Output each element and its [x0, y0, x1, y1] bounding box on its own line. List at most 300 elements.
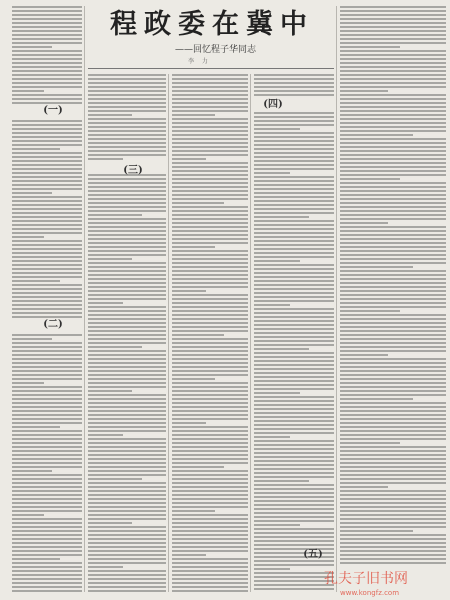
text-line	[88, 426, 166, 428]
text-line	[254, 404, 334, 406]
text-line	[88, 114, 132, 116]
text-line	[254, 540, 334, 542]
text-line	[88, 182, 166, 184]
text-line	[12, 200, 82, 202]
text-line	[172, 154, 248, 156]
text-line	[254, 264, 334, 266]
text-line	[340, 58, 446, 60]
text-line	[172, 518, 248, 520]
text-line	[340, 314, 446, 316]
text-line	[12, 582, 82, 584]
text-line	[340, 46, 400, 48]
section-heading: (五)	[303, 549, 323, 560]
text-line	[172, 214, 248, 216]
text-line	[340, 318, 446, 320]
text-line	[88, 370, 166, 372]
text-line	[12, 284, 82, 286]
text-line	[254, 232, 334, 234]
text-line	[12, 18, 82, 20]
text-line	[12, 240, 82, 242]
text-line	[340, 426, 446, 428]
text-line	[12, 350, 82, 352]
text-line	[172, 134, 248, 136]
text-line	[254, 260, 300, 262]
text-line	[254, 496, 334, 498]
text-line	[340, 254, 446, 256]
text-line	[12, 272, 82, 274]
text-line	[12, 308, 82, 310]
text-line	[172, 490, 248, 492]
text-line	[254, 476, 334, 478]
text-line	[88, 222, 166, 224]
text-line	[254, 528, 334, 530]
text-line	[340, 346, 446, 348]
text-line	[254, 584, 334, 586]
text-line	[12, 90, 44, 92]
text-line	[12, 180, 82, 182]
text-line	[88, 138, 166, 140]
text-line	[88, 178, 166, 180]
text-line	[12, 256, 82, 258]
text-line	[254, 196, 334, 198]
text-line	[340, 266, 413, 268]
text-line	[172, 578, 248, 580]
text-line	[172, 102, 248, 104]
text-line	[340, 462, 446, 464]
text-line	[88, 542, 166, 544]
text-line	[172, 286, 248, 288]
text-line	[340, 434, 446, 436]
text-line	[88, 294, 166, 296]
text-line	[88, 454, 166, 456]
text-line	[340, 546, 446, 548]
text-line	[254, 400, 334, 402]
text-line	[88, 78, 166, 80]
text-line	[12, 296, 82, 298]
text-line	[172, 398, 248, 400]
text-line	[254, 388, 334, 390]
text-line	[12, 442, 82, 444]
text-line	[254, 472, 334, 474]
text-column-2	[88, 74, 166, 594]
text-line	[88, 74, 166, 76]
text-line	[12, 506, 82, 508]
text-line	[254, 224, 334, 226]
text-line	[12, 98, 82, 100]
text-line	[88, 514, 166, 516]
text-line	[254, 296, 334, 298]
text-line	[254, 268, 334, 270]
text-line	[340, 298, 446, 300]
text-line	[254, 328, 334, 330]
text-line	[340, 494, 446, 496]
text-line	[88, 302, 123, 304]
text-line	[340, 542, 446, 544]
text-line	[12, 232, 82, 234]
text-line	[172, 186, 248, 188]
text-line	[12, 224, 82, 226]
text-line	[12, 22, 82, 24]
text-line	[172, 162, 248, 164]
text-line	[172, 218, 248, 220]
text-line	[172, 338, 248, 340]
text-line	[88, 110, 166, 112]
text-line	[172, 242, 248, 244]
text-line	[172, 294, 248, 296]
text-line	[254, 368, 334, 370]
text-line	[88, 466, 166, 468]
text-line	[88, 106, 166, 108]
text-line	[254, 452, 334, 454]
left-margin-strip	[2, 2, 10, 592]
text-line	[254, 468, 334, 470]
text-line	[88, 486, 166, 488]
text-line	[340, 134, 413, 136]
text-line	[254, 488, 334, 490]
text-line	[88, 146, 166, 148]
text-line	[254, 380, 334, 382]
text-line	[12, 562, 82, 564]
text-line	[172, 106, 248, 108]
text-line	[88, 310, 166, 312]
text-line	[172, 382, 248, 384]
text-column-5	[340, 6, 446, 566]
section-heading: (三)	[123, 165, 143, 176]
text-line	[172, 258, 248, 260]
text-line	[172, 586, 248, 588]
text-line	[12, 574, 82, 576]
text-line	[172, 394, 248, 396]
text-line	[340, 194, 446, 196]
text-line	[172, 222, 248, 224]
text-line	[172, 514, 248, 516]
text-line	[172, 354, 248, 356]
text-line	[340, 238, 446, 240]
text-line	[340, 322, 446, 324]
text-line	[12, 208, 82, 210]
text-line	[88, 590, 166, 592]
column-divider	[250, 74, 251, 592]
text-line	[340, 14, 446, 16]
text-line	[172, 166, 248, 168]
text-line	[340, 34, 446, 36]
text-line	[254, 152, 334, 154]
text-line	[88, 458, 166, 460]
text-line	[340, 286, 446, 288]
text-line	[88, 226, 166, 228]
text-line	[254, 484, 334, 486]
text-line	[340, 94, 446, 96]
text-line	[254, 464, 334, 466]
text-line	[88, 546, 166, 548]
text-line	[12, 280, 60, 282]
text-line	[12, 260, 82, 262]
text-line	[12, 474, 82, 476]
text-line	[254, 324, 334, 326]
text-line	[88, 118, 166, 120]
text-line	[88, 202, 166, 204]
text-line	[12, 172, 82, 174]
text-line	[88, 534, 166, 536]
text-line	[340, 110, 446, 112]
text-line	[340, 554, 446, 556]
text-line	[340, 274, 446, 276]
text-line	[88, 330, 166, 332]
text-line	[88, 266, 166, 268]
text-line	[88, 122, 166, 124]
text-line	[12, 86, 82, 88]
text-line	[172, 334, 224, 336]
text-line	[254, 536, 334, 538]
text-line	[12, 346, 82, 348]
text-line	[340, 338, 446, 340]
text-line	[88, 526, 166, 528]
text-line	[254, 524, 300, 526]
text-line	[88, 234, 166, 236]
text-line	[172, 474, 248, 476]
text-line	[340, 190, 446, 192]
text-line	[12, 236, 44, 238]
text-line	[88, 130, 166, 132]
text-line	[88, 398, 166, 400]
text-line	[12, 450, 82, 452]
text-line	[12, 204, 82, 206]
text-line	[172, 470, 248, 472]
text-line	[12, 542, 82, 544]
text-line	[12, 94, 82, 96]
text-line	[172, 210, 248, 212]
text-line	[172, 130, 248, 132]
text-line	[172, 554, 206, 556]
text-line	[254, 416, 334, 418]
text-line	[340, 278, 446, 280]
text-line	[88, 150, 166, 152]
text-line	[254, 420, 334, 422]
text-line	[12, 438, 82, 440]
text-line	[340, 538, 446, 540]
text-line	[172, 330, 248, 332]
text-line	[12, 124, 82, 126]
text-line	[172, 94, 248, 96]
text-line	[340, 486, 388, 488]
text-line	[12, 530, 82, 532]
text-line	[12, 550, 82, 552]
text-line	[172, 498, 248, 500]
text-line	[88, 402, 166, 404]
text-line	[340, 154, 446, 156]
text-line	[340, 474, 446, 476]
text-line	[88, 278, 166, 280]
article-byline: 李 力	[188, 58, 211, 65]
text-line	[254, 576, 334, 578]
text-line	[12, 34, 82, 36]
text-line	[340, 422, 446, 424]
text-line	[172, 274, 248, 276]
text-line	[340, 506, 446, 508]
text-line	[340, 250, 446, 252]
text-line	[254, 436, 290, 438]
text-line	[88, 374, 166, 376]
text-line	[254, 248, 334, 250]
text-line	[172, 378, 215, 380]
text-line	[88, 578, 166, 580]
text-line	[254, 492, 334, 494]
column-divider	[168, 74, 169, 592]
text-line	[254, 136, 334, 138]
text-line	[254, 156, 334, 158]
text-line	[340, 350, 446, 352]
text-line	[88, 214, 142, 216]
text-line	[254, 444, 334, 446]
text-line	[12, 176, 82, 178]
text-line	[340, 530, 413, 532]
text-line	[12, 338, 52, 340]
article-title: 程政委在冀中	[110, 9, 314, 40]
text-line	[88, 346, 142, 348]
text-line	[172, 442, 248, 444]
text-line	[254, 236, 334, 238]
text-line	[12, 426, 60, 428]
text-line	[12, 466, 82, 468]
text-line	[340, 294, 446, 296]
text-line	[172, 450, 248, 452]
text-line	[254, 116, 334, 118]
text-line	[340, 38, 446, 40]
text-line	[88, 450, 166, 452]
text-line	[172, 142, 248, 144]
text-line	[88, 522, 132, 524]
text-line	[172, 254, 248, 256]
text-line	[254, 128, 300, 130]
text-line	[12, 590, 82, 592]
text-line	[340, 438, 446, 440]
text-line	[12, 82, 82, 84]
text-line	[88, 530, 166, 532]
text-line	[340, 70, 446, 72]
text-line	[254, 456, 334, 458]
text-line	[88, 210, 166, 212]
text-line	[340, 382, 446, 384]
text-line	[88, 326, 166, 328]
text-line	[254, 168, 334, 170]
text-line	[340, 502, 446, 504]
text-line	[12, 132, 82, 134]
text-line	[172, 446, 248, 448]
text-line	[172, 342, 248, 344]
text-line	[340, 514, 446, 516]
text-line	[254, 448, 334, 450]
text-line	[12, 386, 82, 388]
text-line	[12, 288, 82, 290]
text-line	[88, 394, 166, 396]
text-line	[172, 146, 248, 148]
text-line	[172, 550, 248, 552]
text-line	[88, 190, 166, 192]
text-line	[88, 238, 166, 240]
text-line	[254, 112, 334, 114]
text-line	[340, 138, 446, 140]
text-line	[88, 258, 132, 260]
text-line	[254, 316, 334, 318]
text-line	[340, 414, 446, 416]
text-line	[254, 336, 334, 338]
text-line	[340, 206, 446, 208]
text-line	[12, 14, 82, 16]
text-line	[254, 356, 334, 358]
text-line	[12, 470, 52, 472]
text-line	[172, 310, 248, 312]
text-line	[254, 256, 334, 258]
text-line	[12, 156, 82, 158]
text-line	[254, 184, 334, 186]
text-line	[340, 90, 388, 92]
text-line	[254, 568, 290, 570]
text-line	[88, 286, 166, 288]
text-line	[340, 402, 446, 404]
text-line	[254, 216, 309, 218]
text-line	[340, 450, 446, 452]
text-line	[254, 90, 334, 92]
text-line	[88, 318, 166, 320]
text-line	[88, 242, 166, 244]
text-line	[340, 126, 446, 128]
text-line	[340, 562, 446, 564]
text-line	[88, 554, 166, 556]
text-line	[172, 110, 248, 112]
text-line	[172, 266, 248, 268]
column-divider	[336, 6, 337, 592]
text-line	[12, 486, 82, 488]
text-line	[88, 134, 166, 136]
text-line	[88, 390, 132, 392]
text-line	[340, 510, 446, 512]
text-line	[88, 206, 166, 208]
text-line	[88, 490, 166, 492]
text-line	[88, 282, 166, 284]
text-line	[254, 364, 334, 366]
text-line	[172, 230, 248, 232]
text-line	[88, 82, 166, 84]
text-line	[340, 86, 446, 88]
text-line	[172, 174, 248, 176]
text-line	[12, 398, 82, 400]
text-line	[340, 26, 446, 28]
section-heading: (一)	[43, 105, 63, 116]
text-line	[340, 482, 446, 484]
text-line	[254, 520, 334, 522]
text-line	[12, 354, 82, 356]
text-line	[12, 374, 82, 376]
text-line	[340, 62, 446, 64]
text-line	[12, 38, 82, 40]
text-line	[340, 290, 446, 292]
text-line	[254, 432, 334, 434]
text-line	[88, 98, 166, 100]
text-line	[172, 158, 206, 160]
text-line	[340, 418, 446, 420]
text-line	[12, 482, 82, 484]
text-line	[340, 406, 446, 408]
text-line	[12, 494, 82, 496]
text-line	[172, 402, 248, 404]
text-line	[12, 382, 44, 384]
text-line	[88, 198, 166, 200]
text-line	[340, 54, 446, 56]
text-line	[172, 374, 248, 376]
text-line	[88, 570, 166, 572]
text-line	[340, 166, 446, 168]
text-line	[88, 90, 166, 92]
